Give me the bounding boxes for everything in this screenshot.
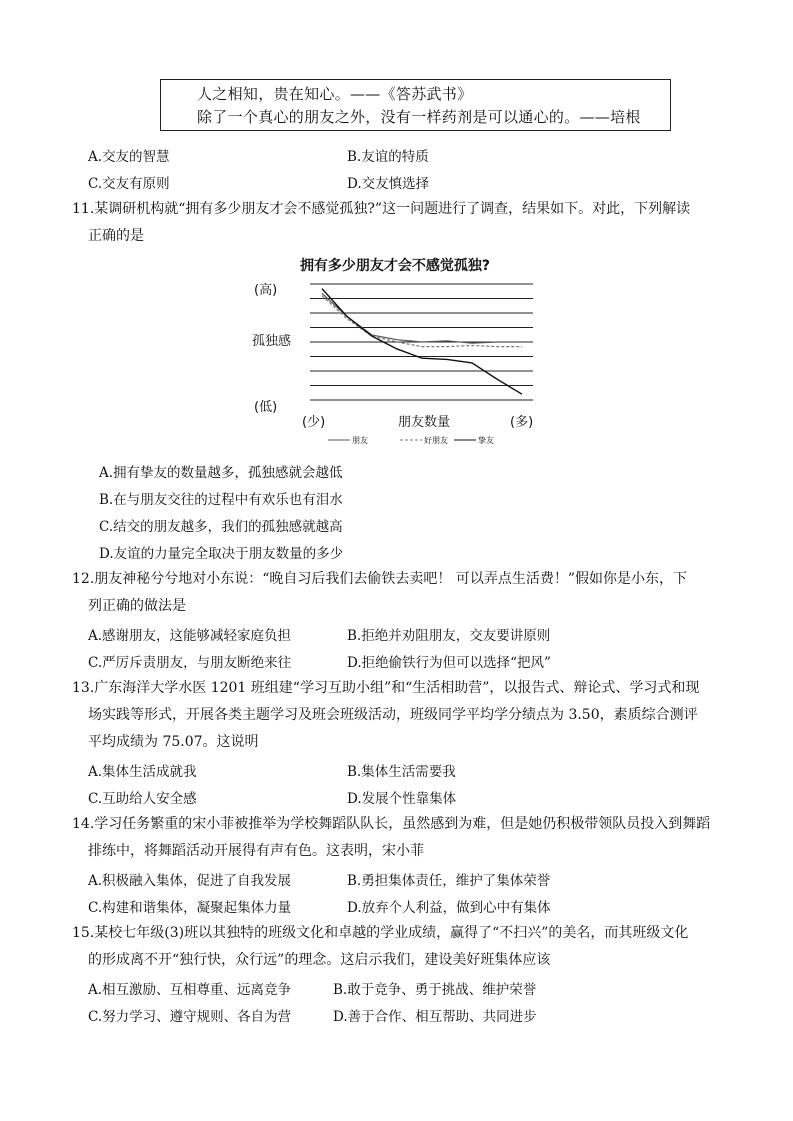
x-low-label: (少) xyxy=(302,415,326,430)
x-high-label: (多) xyxy=(510,415,534,430)
q12-option-b: B.拒绝并劝阻朋友，交友要讲原则 xyxy=(347,628,551,644)
q13-stem-line-3: 平均成绩为 75.07。这说明 xyxy=(88,734,259,750)
q15-option-a: A.相互激励、互相尊重、远离竞争 xyxy=(88,982,292,998)
chart-title: 拥有多少朋友才会不感觉孤独? xyxy=(299,258,491,274)
q10-option-d: D.交友慎选择 xyxy=(347,176,430,192)
q14-option-b: B.勇担集体责任，维护了集体荣誉 xyxy=(347,873,551,889)
x-axis-label: 朋友数量 xyxy=(397,415,451,430)
q11-stem-line-1: 11.某调研机构就“拥有多少朋友才会不感觉孤独?”这一问题进行了调查，结果如下。对此，下列解读 xyxy=(72,201,691,217)
q15-option-c: C.努力学习、遵守规则、各自为营 xyxy=(88,1009,292,1025)
q11-stem-line-2: 正确的是 xyxy=(88,228,144,244)
quote-line-1: 人之相知，贵在知心。——《答苏武书》 xyxy=(197,85,473,103)
chart-legend xyxy=(328,435,494,445)
q11-option-d: D.友谊的力量完全取决于朋友数量的多少 xyxy=(99,546,344,562)
series-line-1 xyxy=(322,293,522,343)
q10-option-a: A.交友的智慧 xyxy=(88,149,170,165)
q14-option-d: D.放弃个人利益，做到心中有集体 xyxy=(347,900,551,916)
q12-stem-line-1: 12.朋友神秘兮兮地对小东说：“晚自习后我们去偷铁去卖吧！ 可以弄点生活费！”假如你是小东，下 xyxy=(72,571,688,587)
q12-stem-line-2: 列正确的做法是 xyxy=(88,598,186,614)
q11-option-c: C.结交的朋友越多，我们的孤独感就越高 xyxy=(99,519,343,535)
legend-label-2: 好朋友 xyxy=(424,436,448,445)
q13-option-b: B.集体生活需要我 xyxy=(347,764,456,780)
q10-option-c: C.交友有原则 xyxy=(88,176,170,192)
q12-option-d: D.拒绝偷铁行为但可以选择“把风” xyxy=(347,655,551,671)
q15-option-b: B.敢于竞争、勇于挑战、维护荣誉 xyxy=(333,982,537,998)
y-axis-label: 孤独感 xyxy=(252,334,292,349)
q14-option-c: C.构建和谐集体，凝聚起集体力量 xyxy=(88,900,292,916)
q15-stem-line-2: 的形成离不开“独行快，众行远”的理念。这启示我们，建设美好班集体应该 xyxy=(88,952,551,968)
q14-stem-line-1: 14.学习任务繁重的宋小菲被推举为学校舞蹈队队长，虽然感到为难，但是她仍积极带领队员投入到舞蹈 xyxy=(72,816,711,832)
quote-box xyxy=(160,79,671,131)
q15-option-d: D.善于合作、相互帮助、共同进步 xyxy=(333,1009,537,1025)
q12-option-c: C.严厉斥责朋友，与朋友断绝来往 xyxy=(88,655,292,671)
y-low-label: (低) xyxy=(254,400,278,415)
q11-option-b: B.在与朋友交往的过程中有欢乐也有泪水 xyxy=(99,492,343,508)
q10-option-b: B.友谊的特质 xyxy=(347,149,429,165)
chart-series xyxy=(322,289,522,395)
q13-option-d: D.发展个性靠集体 xyxy=(347,791,457,807)
q14-stem-line-2: 排练中，将舞蹈活动开展得有声有色。这表明，宋小菲 xyxy=(88,843,424,859)
q13-option-c: C.互助给人安全感 xyxy=(88,791,197,807)
legend-label-3: 挚友 xyxy=(478,436,494,445)
q15-stem-line-1: 15.某校七年级(3)班以其独特的班级文化和卓越的学业成绩，赢得了“不扫兴”的美名，而其班级文化 xyxy=(72,925,689,941)
q11-option-a: A.拥有挚友的数量越多，孤独感就会越低 xyxy=(99,465,343,481)
q13-option-a: A.集体生活成就我 xyxy=(88,764,197,780)
loneliness-chart xyxy=(248,250,558,450)
q14-option-a: A.积极融入集体，促进了自我发展 xyxy=(88,873,292,889)
quote-line-2: 除了一个真心的朋友之外，没有一样药剂是可以通心的。——培根 xyxy=(197,108,641,126)
y-high-label: (高) xyxy=(254,283,278,298)
q13-stem-line-1: 13.广东海洋大学水医 1201 班组建“学习互助小组”和“生活相助营”，以报告式、辩论式、学习式和现 xyxy=(72,680,700,696)
q13-stem-line-2: 场实践等形式，开展各类主题学习及班会班级活动，班级同学平均学分绩点为 3.50，素质综合测评 xyxy=(88,707,698,723)
q12-option-a: A.感谢朋友，这能够减轻家庭负担 xyxy=(88,628,292,644)
legend-label-1: 朋友 xyxy=(352,436,368,445)
